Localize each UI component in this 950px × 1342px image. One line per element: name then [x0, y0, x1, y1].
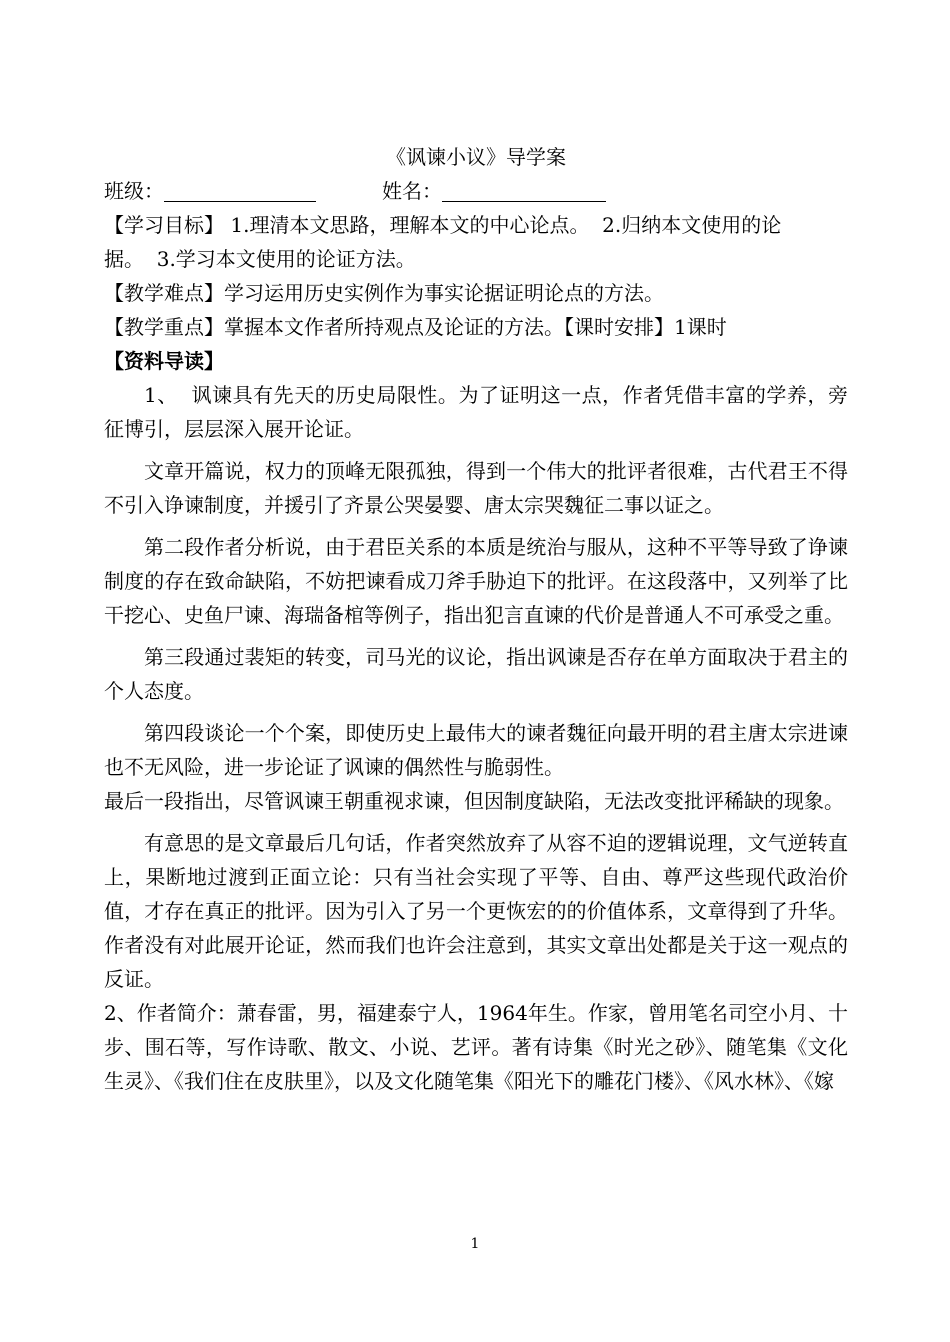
objectives-text-2: 据。 3.学习本文使用的论证方法。: [104, 247, 416, 271]
objectives-label: 【学习目标】: [104, 213, 224, 237]
schedule-label: 【课时安排】: [564, 315, 674, 339]
reading-heading: 【资料导读】: [104, 349, 224, 373]
document-page: [104, 140, 848, 1098]
paragraph-3: 第二段作者分析说，由于君臣关系的本质是统治与服从，这种不平等导致了诤谏制度的存在致命缺陷，不妨把谏看成刀斧手胁迫下的批评。在这段落中，又列举了比干挖心、史鱼尸谏、海瑞备棺等例子，指出犯言直谏的代价是普通人不可承受之重。: [104, 535, 848, 627]
name-input-blank[interactable]: [442, 179, 606, 202]
focus-line: [104, 310, 848, 344]
difficulty-label: 【教学难点】: [104, 281, 224, 305]
paragraph-5: 第四段谈论一个个案，即使历史上最伟大的谏者魏征向最开明的君主唐太宗进谏也不无风险，进一步论证了讽谏的偶然性与脆弱性。: [104, 721, 848, 779]
paragraph-1: 1、 讽谏具有先天的历史局限性。为了证明这一点，作者凭借丰富的学养，旁征博引，层层深入展开论证。: [104, 383, 848, 441]
focus-label: 【教学重点】: [104, 315, 224, 339]
paragraph-7: 有意思的是文章最后几句话，作者突然放弃了从容不迫的逻辑说理，文气逆转直上，果断地过渡到正面立论：只有当社会实现了平等、自由、尊严这些现代政治价值，才存在真正的批评。因为引入了另一个更恢宏的的价值体系，文章得到了升华。作者没有对此展开论证，然而我们也许会注意到，其实文章出处都是关于这一观点的反证。: [104, 831, 848, 991]
objectives-line-2: [104, 242, 848, 276]
objectives-line-1: [104, 208, 848, 242]
name-class-row: [104, 174, 848, 208]
paragraph-6: 最后一段指出，尽管讽谏王朝重视求谏，但因制度缺陷，无法改变批评稀缺的现象。: [104, 789, 844, 813]
paragraph-8: 2、作者简介：萧春雷，男，福建泰宁人，1964年生。作家，曾用笔名司空小月、十步、围石等，写作诗歌、散文、小说、艺评。著有诗集《时光之砂》、随笔集《文化生灵》、《我们住在皮肤里》，以及文化随笔集《阳光下的雕花门楼》、《风水林》、《嫁: [104, 1001, 848, 1093]
objectives-text-1: 1.理清本文思路，理解本文的中心论点。 2.归纳本文使用的论: [224, 213, 782, 237]
page-number: 1: [470, 1236, 480, 1252]
paragraph-4: 第三段通过裴矩的转变，司马光的议论，指出讽谏是否存在单方面取决于君主的个人态度。: [104, 645, 848, 703]
difficulty-text: 学习运用历史实例作为事实论据证明论点的方法。: [224, 281, 664, 305]
class-input-blank[interactable]: [164, 179, 316, 202]
difficulty-line: [104, 276, 848, 310]
paragraph-2: 文章开篇说，权力的顶峰无限孤独，得到一个伟大的批评者很难，古代君王不得不引入诤谏制度，并援引了齐景公哭晏婴、唐太宗哭魏征二事以证之。: [104, 459, 848, 517]
document-title: 《讽谏小议》导学案: [386, 145, 566, 169]
focus-text: 掌握本文作者所持观点及论证的方法。: [224, 315, 564, 339]
name-label: 姓名：: [382, 179, 442, 203]
class-label: 班级：: [104, 179, 164, 203]
schedule-text: 1课时: [674, 315, 727, 339]
